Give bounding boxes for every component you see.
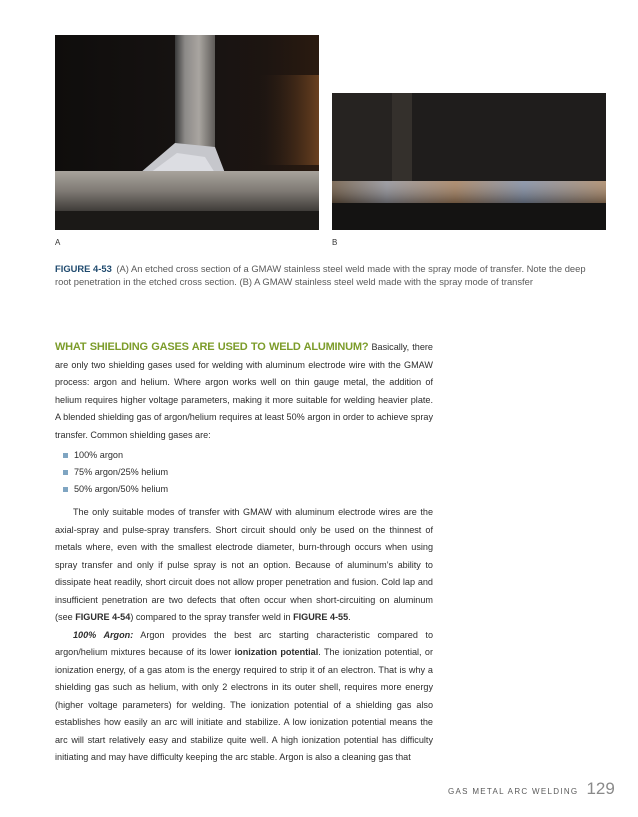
panel-label-a: A — [55, 238, 61, 247]
figure-ref-4-54: FIGURE 4-54 — [75, 612, 131, 622]
transfer-modes-paragraph: The only suitable modes of transfer with GMAW with aluminum electrode wires are the axial-spray and pulse-spray transfers. Short circuit should only be used on the thinnest of metals where, even with the smallest electrode diameter, burn-through occurs when using spray transfer and only if pulse spray is not an option. Because of aluminum’s ability to dissipate heat readily, short circuit does not allow proper penetration and fusion. Cold lap and insufficient penetration are two defects that often occur when short-circuiting on aluminum (see FIGURE 4-54) compared to the spray transfer weld in FIGURE 4-55. — [55, 507, 433, 622]
body-column — [55, 339, 433, 767]
intro-text: Basically, there are only two shielding gases used for welding with aluminum electrode wire with the GMAW process: argon and helium. Where argon works well on thin gauge metal, the addition of helium requires higher voltage parameters, making it more suitable for welding heavier plate. A blended shielding gas of argon/helium requires at least 50% argon in order to achieve spray transfer. Common shielding gases are: — [55, 342, 433, 440]
running-head: GAS METAL ARC WELDING — [448, 787, 579, 796]
etched-cross-section-image — [55, 35, 319, 230]
figure-photo-b — [332, 93, 606, 230]
page-footer — [448, 779, 615, 799]
list-item: 100% argon — [63, 447, 433, 464]
figure-ref-4-55: FIGURE 4-55 — [293, 612, 349, 622]
bullet-icon — [63, 470, 68, 475]
list-item: 75% argon/25% helium — [63, 464, 433, 481]
ionization-potential-term: ionization potential — [234, 647, 319, 657]
argon-paragraph: 100% Argon: Argon provides the best arc starting characteristic compared to argon/helium mixtures because of its lower ionization potential. The ionization potential, or ionization energy, of a gas atom is the energy required to strip it of an electron. That is why a shielding gas such as helium, with only 2 electrons in its outer shell, requires more energy (higher voltage parameters) for welding. The ionization potential of a shielding gas also establishes how easily an arc will initiate and stabilize. A low ionization potential means the arc will start relatively easy and stabilize quite well. A high ionization potential has difficulty initiating and may have difficulty keeping the arc stable. Argon is also a cleaning gas that — [55, 629, 433, 762]
list-item: 50% argon/50% helium — [63, 481, 433, 498]
page-number: 129 — [586, 779, 615, 798]
stainless-weld-bead-image — [332, 93, 606, 230]
figure-photo-a — [55, 35, 319, 230]
gas-list — [55, 447, 433, 498]
figure-number: FIGURE 4-53 — [55, 263, 112, 274]
bullet-icon — [63, 453, 68, 458]
figure-caption-text: (A) An etched cross section of a GMAW stainless steel weld made with the spray mode of transfer. Note the deep root penetration in the etched cross section. (B) A GMAW stainless steel weld made with the spray mode of transfer — [55, 263, 586, 287]
intro-paragraph — [55, 339, 433, 444]
bullet-icon — [63, 487, 68, 492]
section-heading: WHAT SHIELDING GASES ARE USED TO WELD ALUMINUM? — [55, 341, 369, 353]
figure-caption — [55, 262, 590, 288]
panel-label-b: B — [332, 238, 338, 247]
argon-lead-in: 100% Argon: — [73, 629, 134, 640]
